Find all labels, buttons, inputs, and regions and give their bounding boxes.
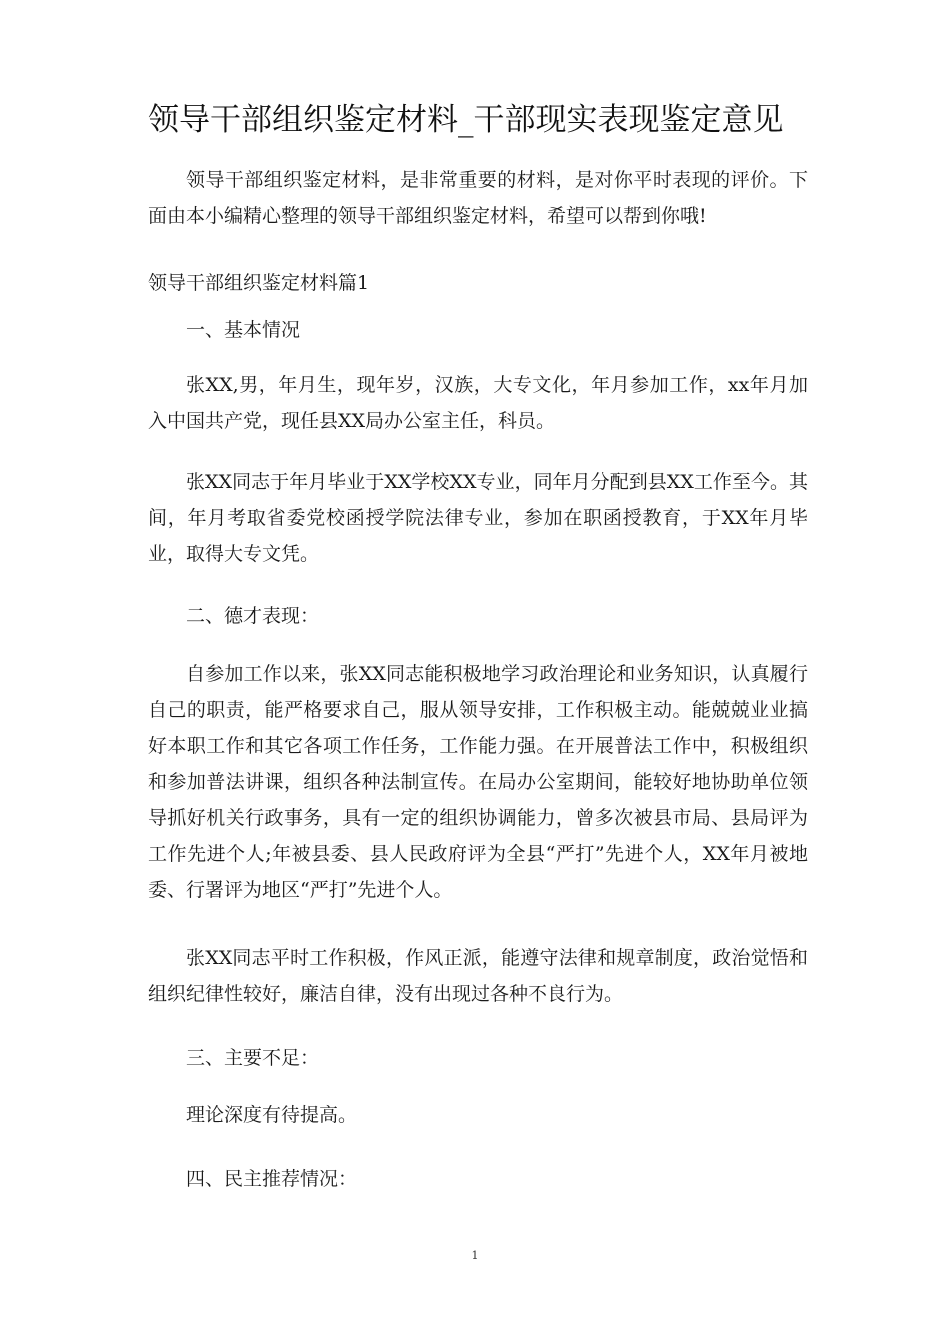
page-number: 1: [471, 1249, 479, 1262]
intro-paragraph: 领导干部组织鉴定材料，是非常重要的材料，是对你平时表现的评价。下面由本小编精心整理的领导干部组织鉴定材料，希望可以帮到你哦!: [148, 169, 808, 227]
section-title: 领导干部组织鉴定材料篇1: [148, 272, 370, 294]
paragraph-shortcomings: 理论深度有待提高。: [186, 1104, 358, 1126]
heading-shortcomings: 三、主要不足：: [186, 1047, 320, 1069]
heading-performance: 二、德才表现：: [186, 605, 320, 627]
heading-basic-info: 一、基本情况: [186, 319, 301, 341]
document-title: 领导干部组织鉴定材料_干部现实表现鉴定意见: [148, 102, 784, 138]
paragraph-education: 张XX同志于年月毕业于XX学校XX专业，同年月分配到县XX工作至今。其间，年月考取省委党校函授学院法律专业，参加在职函授教育，于XX年月毕业，取得大专文凭。: [148, 471, 808, 565]
paragraph-performance: 自参加工作以来，张XX同志能积极地学习政治理论和业务知识，认真履行自己的职责，能严格要求自己，服从领导安排，工作积极主动。能兢兢业业搞好本职工作和其它各项工作任务，工作能力强。在开展普法工作中，积极组织和参加普法讲课，组织各种法制宣传。在局办公室期间，能较好地协助单位领导抓好机关行政事务，具有一定的组织协调能力，曾多次被县市局、县局评为工作先进个人;年被县委、县人民政府评为全县“严打”先进个人，XX年月被地委、行署评为地区“严打”先进个人。: [148, 663, 808, 901]
paragraph-conduct: 张XX同志平时工作积极，作风正派，能遵守法律和规章制度，政治觉悟和组织纪律性较好，廉洁自律，没有出现过各种不良行为。: [148, 947, 808, 1005]
paragraph-basic-info: 张XX,男，年月生，现年岁，汉族，大专文化，年月参加工作，xx年月加入中国共产党，现任县XX局办公室主任，科员。: [148, 374, 808, 432]
heading-recommendation: 四、民主推荐情况：: [186, 1168, 358, 1190]
